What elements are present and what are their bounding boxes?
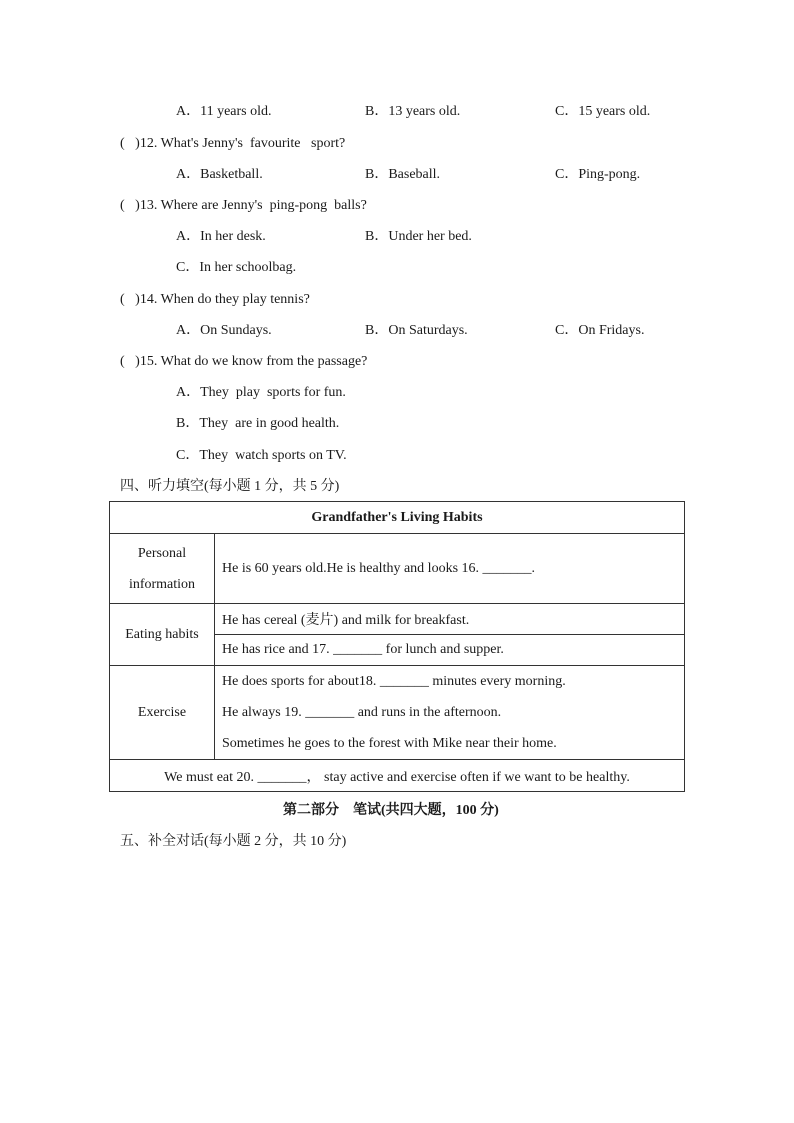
exercise-line-1: He does sports for about18. _______ minutes every morning. xyxy=(222,674,566,689)
q12-option-b: B．Baseball. xyxy=(365,167,441,182)
q12-option-c: C．Ping-pong. xyxy=(555,167,641,182)
q11-option-c: C．15 years old. xyxy=(555,104,651,119)
q12-stem: ( )12. What's Jenny's favourite sport? xyxy=(120,136,346,151)
q12-option-a: A．Basketball. xyxy=(176,167,263,182)
exercise-line-2: He always 19. _______ and runs in the afternoon. xyxy=(222,705,502,720)
part2-title: 第二部分 笔试(共四大题，100 分) xyxy=(283,803,499,818)
exercise-label: Exercise xyxy=(110,666,215,760)
q14-option-a: A．On Sundays. xyxy=(176,323,272,338)
q13-option-c: C．In her schoolbag. xyxy=(176,260,297,275)
q11-option-b: B．13 years old. xyxy=(365,104,461,119)
personal-info-label xyxy=(110,534,215,604)
q15-option-a: A．They play sports for fun. xyxy=(176,385,346,400)
exercise-cell xyxy=(215,666,685,760)
eating-habits-label: Eating habits xyxy=(110,604,215,666)
section5-title: 五、补全对话(每小题 2 分，共 10 分) xyxy=(120,834,347,849)
q14-stem: ( )14. When do they play tennis? xyxy=(120,292,310,307)
living-habits-table xyxy=(109,501,685,792)
personal-info-text: He is 60 years old.He is healthy and looks 16. _______. xyxy=(215,534,685,604)
q14-option-b: B．On Saturdays. xyxy=(365,323,468,338)
eating-line-1: He has cereal (麦片) and milk for breakfast. xyxy=(215,604,685,635)
q13-stem: ( )13. Where are Jenny's ping-pong balls? xyxy=(120,198,367,213)
q15-option-c: C．They watch sports on TV. xyxy=(176,448,347,463)
q13-option-a: A．In her desk. xyxy=(176,229,266,244)
q11-option-a: A．11 years old. xyxy=(176,104,272,119)
eating-line-2: He has rice and 17. _______ for lunch and supper. xyxy=(215,635,685,666)
exercise-line-3: Sometimes he goes to the forest with Mike near their home. xyxy=(222,736,557,751)
table-title: Grandfather's Living Habits xyxy=(110,502,685,534)
section4-title: 四、听力填空(每小题 1 分，共 5 分) xyxy=(120,479,340,494)
q14-option-c: C．On Fridays. xyxy=(555,323,645,338)
personal-label-line2: information xyxy=(128,576,196,592)
personal-label-line1: Personal xyxy=(137,545,187,561)
q15-option-b: B．They are in good health. xyxy=(176,416,340,431)
q13-option-b: B．Under her bed. xyxy=(365,229,472,244)
table-footer: We must eat 20. _______， stay active and exercise often if we want to be healthy. xyxy=(110,760,685,792)
q15-stem: ( )15. What do we know from the passage? xyxy=(120,354,368,369)
